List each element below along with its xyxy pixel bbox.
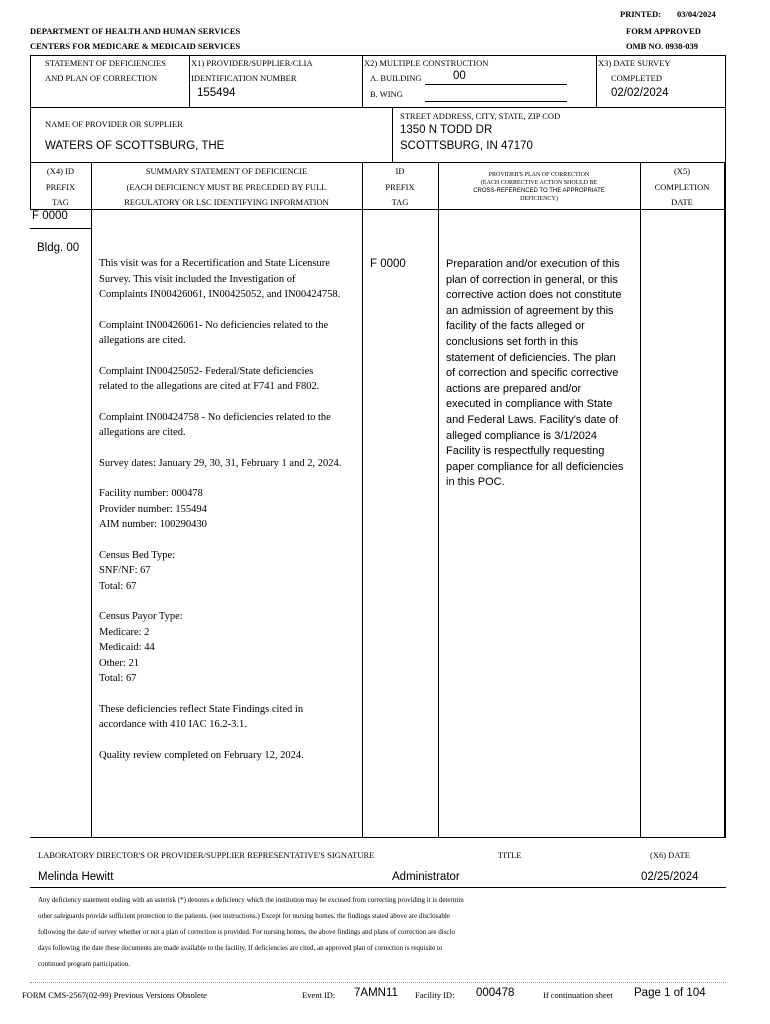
rule [30,107,726,108]
printed-label: PRINTED: [620,9,662,19]
rule [362,162,363,838]
id-header-2: PREFIX [385,182,415,192]
building-tag: Bldg. 00 [37,242,80,254]
form-approved: FORM APPROVED [626,26,701,36]
department-title: DEPARTMENT OF HEALTH AND HUMAN SERVICES [30,26,241,36]
provider-name: WATERS OF SCOTTSBURG, THE [45,140,225,152]
signature-label: LABORATORY DIRECTOR'S OR PROVIDER/SUPPLIER REPRESENTATIVE'S SIGNATURE [38,850,375,860]
form-number: FORM CMS-2567(02-99) Previous Versions Obsolete [22,990,207,1000]
poc-header-4: DEFICIENCY) [520,196,558,202]
rule [30,887,726,888]
rule [392,107,393,163]
rule [362,55,363,107]
rule [596,55,597,107]
event-id-label: Event ID: [302,990,336,1000]
provider-name-label: NAME OF PROVIDER OR SUPPLIER [45,119,183,129]
tag-left: F 0000 [32,210,68,222]
rule [30,107,31,163]
summary-header-3: REGULATORY OR LSC IDENTIFYING INFORMATION [124,197,329,207]
disclaimer-line: other safeguards provide sufficient protection to the patients. (see instructions.) Except for nursing homes, the findings stated above are disclosable [38,912,450,920]
poc-header-2: (EACH CORRECTIVE ACTION SHOULD BE [480,180,598,186]
x3-label-2: COMPLETED [611,73,662,83]
summary-paragraph: Complaint IN00426061- No deficiencies related to the allegations are cited. [99,319,329,346]
rule [189,55,190,107]
disclaimer-line: days following the date these documents are made available to the facility. If deficiencies are cited, an approved plan of correction is requisite to [38,944,443,952]
x1-label-2: IDENTIFICATION NUMBER [191,73,297,83]
id-header-3: TAG [391,197,409,207]
event-id: 7AMN11 [354,987,398,999]
rule [30,837,726,838]
signature-date: 02/25/2024 [641,871,699,883]
poc-header-3: CROSS-REFERENCED TO THE APPROPRIATE [473,188,605,194]
summary-paragraph: Census Payor Type: Medicare: 2 Medicaid: 44 Other: 21 Total: 67 [99,611,183,684]
printed-date: 03/04/2024 [677,9,716,19]
facility-id: 000478 [476,987,515,999]
rule [724,162,726,838]
signer-name: Melinda Hewitt [38,871,114,883]
poc-header-1: PROVIDER'S PLAN OF CORRECTION [488,172,590,178]
x1-label-1: X1) PROVIDER/SUPPLIER/CLIA [191,58,313,68]
building-underline [425,84,567,85]
x2-label: X2) MULTIPLE CONSTRUCTION [364,58,489,68]
summary-statement [99,256,344,778]
x5-header-1: (X5) [673,166,691,176]
disclaimer-line: Any deficiency statement ending with an asterisk (*) denotes a deficiency which the institution may be excused from correcting providing it is determin [38,896,464,904]
plan-of-correction: Preparation and/or execution of this plan of correction in general, or this corrective action does not constitute an admission of agreement by this facility of the facts alleged or conclusions set forth in this statement of deficiencies. The plan of correction and specific corrective actions are prepared and/or executed in compliance with State and Federal Laws. Facility's date of alleged compliance is 3/1/2024 Facility is respectfully requesting paper compliance for all deficiencies in this POC. [446,258,624,489]
address-label: STREET ADDRESS, CITY, STATE, ZIP COD [400,111,561,121]
rule [30,55,31,107]
summary-header-1: SUMMARY STATEMENT OF DEFICIENCIE [145,166,308,176]
rule [640,162,641,838]
signer-title: Administrator [392,871,460,883]
disclaimer-line: following the date of survey whether or not a plan of correction is provided. For nursing homes, the above findings and plans of correction are disclo [38,928,455,936]
rule [438,162,439,838]
x5-header-3: DATE [671,197,693,207]
summary-paragraph: Census Bed Type: SNF/NF: 67 Total: 67 [99,549,176,592]
summary-header-2: (EACH DEFICIENCY MUST BE PRECEDED BY FULL [126,182,327,192]
omb-number: OMB NO. 0938-039 [626,41,699,51]
continuation-label: If continuation sheet [543,990,613,1000]
rule [91,162,92,838]
summary-paragraph: Survey dates: January 29, 30, 31, February 1 and 2, 2024. [99,457,342,469]
title-label: TITLE [498,850,522,860]
summary-paragraph: These deficiencies reflect State Findings cited in accordance with 410 IAC 16.2-3.1. [99,703,304,730]
rule [30,162,726,163]
city-state-zip: SCOTTSBURG, IN 47170 [400,140,533,152]
rule [30,209,726,210]
x4-header-2: PREFIX [45,182,76,192]
x5-header-2: COMPLETION [654,182,710,192]
tag-right: F 0000 [370,258,406,270]
x4-header-3: TAG [52,197,69,207]
rule-top [30,55,726,56]
page-number: Page 1 of 104 [634,987,706,999]
summary-paragraph: Facility number: 000478 Provider number: 155494 AIM number: 100290430 [99,488,207,530]
summary-paragraph: Quality review completed on February 12, 2024. [99,749,304,761]
street-address: 1350 N TODD DR [400,124,493,136]
statement-label-1: STATEMENT OF DEFICIENCIES [45,58,167,68]
rule [725,55,726,107]
building-value: 00 [453,70,466,82]
x6-date-label: (X6) DATE [650,850,690,860]
wing-underline [425,101,567,102]
summary-paragraph: Complaint IN00425052- Federal/State deficiencies related to the allegations are cited at F741 and F802. [99,365,320,392]
statement-label-2: AND PLAN OF CORRECTION [45,73,158,83]
building-label: A. BUILDING [370,73,422,83]
rule [30,228,92,229]
survey-date: 02/02/2024 [611,87,669,99]
wing-label: B. WING [370,89,403,99]
disclaimer-line: continued program participation. [38,960,130,968]
centers-title: CENTERS FOR MEDICARE & MEDICAID SERVICES [30,41,241,51]
facility-id-label: Facility ID: [415,990,455,1000]
x4-header-1: (X4) ID [46,166,75,176]
summary-paragraph: This visit was for a Recertification and State Licensure Survey. This visit included the Investigation of Complaints IN00426061, IN00425052, and IN00424758. [99,258,341,300]
provider-id: 155494 [197,87,236,99]
id-header-1: ID [395,166,405,176]
rule [725,107,726,163]
x3-label-1: X3) DATE SURVEY [598,58,671,68]
footer-rule [30,982,726,983]
summary-paragraph: Complaint IN00424758 - No deficiencies related to the allegations are cited. [99,411,331,438]
